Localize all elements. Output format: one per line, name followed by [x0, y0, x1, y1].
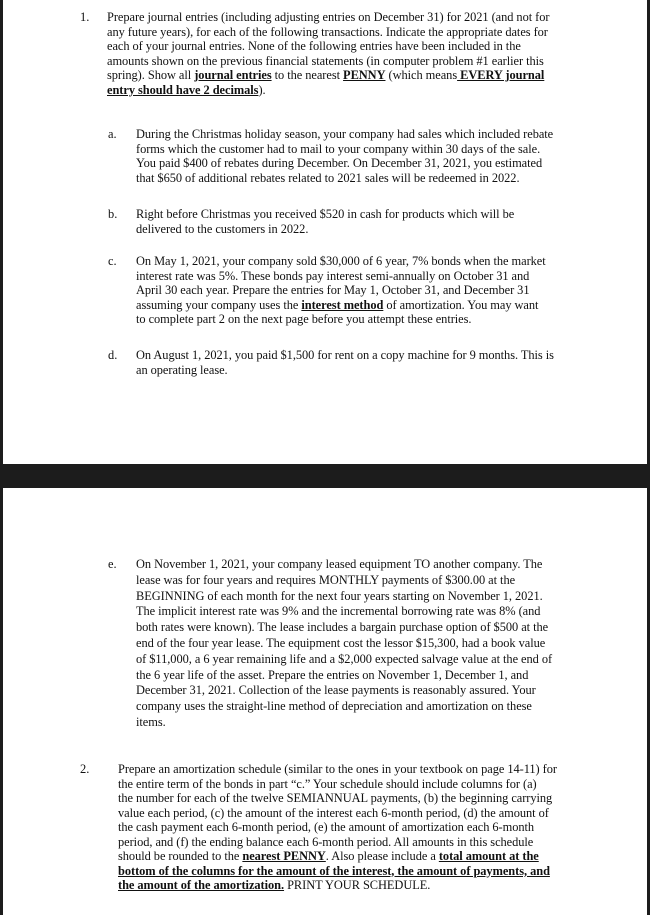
c-line-4-part: of amortization. You may want — [383, 297, 539, 312]
c-line-4-part: assuming your company uses the — [136, 297, 302, 312]
emphasis-total-amount: total amount at the — [438, 849, 539, 863]
q1-line-3: each of your journal entries. None of the following entries have been included in the — [107, 39, 521, 53]
c-line-4 — [136, 298, 546, 313]
item-a-text — [136, 127, 553, 185]
q2-line-6: period, and (f) the ending balance each 6-month period. All amounts in this schedule — [118, 834, 534, 849]
c-line-2: interest rate was 5%. These bonds pay interest semi-annually on October 31 and — [136, 268, 530, 283]
q2-line-8: bottom of the columns for the amount of the interest, the amount of payments, and — [118, 863, 550, 878]
a-line-2: forms which the customer had to mail to your company within 30 days of the sale. — [136, 141, 541, 156]
emphasis-journal-entries: journal entries — [194, 68, 272, 82]
e-line-11: items. — [136, 714, 166, 729]
d-line-1: On August 1, 2021, you paid $1,500 for rent on a copy machine for 9 months. This is — [136, 348, 554, 362]
e-line-7: of $11,000, a 6 year remaining life and a $2,000 expected salvage value at the end of — [136, 651, 553, 666]
e-line-4: The implicit interest rate was 9% and the incremental borrowing rate was 8% (and — [136, 604, 541, 619]
q2-line-9 — [118, 878, 557, 893]
item-b-text — [136, 207, 514, 236]
question-1-text — [107, 10, 549, 97]
q1-line-5-part: (which means — [385, 68, 458, 82]
q2-line-1: Prepare an amortization schedule (similar to the ones in your textbook on page 14-11) for — [118, 762, 557, 776]
item-c-letter: c. — [108, 254, 117, 268]
item-e-letter: e. — [108, 557, 117, 571]
question-2-text — [118, 762, 557, 893]
emphasis-every-journal: EVERY journal — [457, 68, 545, 82]
b-line-2: delivered to the customers in 2022. — [136, 221, 309, 236]
document-page-2 — [3, 488, 647, 915]
emphasis-penny: PENNY — [343, 68, 386, 82]
q2-line-7-part: should be rounded to the — [118, 849, 243, 863]
c-line-1: On May 1, 2021, your company sold $30,000 of 6 year, 7% bonds when the market — [136, 254, 546, 268]
item-c-text — [136, 254, 546, 327]
q1-line-6-part: ). — [258, 82, 266, 97]
q1-line-1: Prepare journal entries (including adjusting entries on December 31) for 2021 (and not for — [107, 10, 550, 24]
e-line-8: the 6 year life of the asset. Prepare the entries on November 1, December 1, and — [136, 667, 529, 682]
q2-line-5: the cash payment each 6-month period, (e) the amount of amortization each 6-month — [118, 820, 535, 834]
q2-line-2: the entire term of the bonds in part “c.” Your schedule should include columns for (a) — [118, 776, 537, 791]
c-line-3: April 30 each year. Prepare the entries for May 1, October 31, and December 31 — [136, 283, 530, 297]
document-page-1 — [3, 0, 647, 464]
item-d-letter: d. — [108, 348, 118, 362]
b-line-1: Right before Christmas you received $520 in cash for products which will be — [136, 207, 515, 221]
item-a-letter: a. — [108, 127, 117, 141]
item-b-letter: b. — [108, 207, 118, 221]
d-line-2: an operating lease. — [136, 362, 228, 377]
a-line-4: that $650 of additional rebates related to 2021 sales will be redeemed in 2022. — [136, 170, 520, 185]
item-e-text — [136, 557, 552, 731]
e-line-3: BEGINNING of each month for the next four years starting on November 1, 2021. — [136, 588, 543, 603]
c-line-5: to complete part 2 on the next page before you attempt these entries. — [136, 312, 472, 326]
a-line-1: During the Christmas holiday season, your company had sales which included rebate — [136, 127, 554, 141]
question-2-number: 2. — [80, 762, 90, 776]
e-line-5: both rates were known). The lease includes a bargain purchase option of $500 at the — [136, 620, 549, 635]
emphasis-nearest-penny: nearest PENNY — [242, 849, 326, 863]
emphasis-amortization: the amount of the amortization. — [118, 878, 285, 892]
e-line-10: company uses the straight-line method of depreciation and amortization on these — [136, 699, 532, 714]
q1-line-5 — [107, 68, 549, 83]
e-line-9: December 31, 2021. Collection of the lease payments is reasonably assured. Your — [136, 683, 536, 698]
e-line-1: On November 1, 2021, your company leased equipment TO another company. The — [136, 557, 543, 571]
q1-line-5-part: to the nearest — [271, 68, 344, 82]
question-1-number: 1. — [80, 10, 90, 24]
q1-line-4: amounts shown on the previous financial statements (in computer problem #1 earlier this — [107, 53, 544, 68]
q1-line-5-part: spring). Show all — [107, 68, 195, 82]
e-line-6: end of the four year lease. The equipment cost the lessor $15,300, had a book value — [136, 635, 546, 650]
q2-line-7 — [118, 849, 557, 864]
q2-line-3: the number for each of the twelve SEMIANNUAL payments, (b) the beginning carrying — [118, 791, 553, 805]
q1-line-6 — [107, 83, 549, 98]
q2-line-9-part: PRINT YOUR SCHEDULE. — [284, 878, 431, 892]
q2-line-4: value each period, (c) the amount of the interest each 6-month period, (d) the amount of — [118, 805, 549, 820]
q1-line-2: any future years), for each of the following transactions. Indicate the appropriate dates for — [107, 24, 548, 39]
item-d-text — [136, 348, 554, 377]
e-line-2: lease was for four years and requires MONTHLY payments of $300.00 at the — [136, 572, 516, 587]
a-line-3: You paid $400 of rebates during December. On December 31, 2021, you estimated — [136, 156, 543, 170]
emphasis-interest-method: interest method — [301, 297, 384, 312]
q2-line-7-part: . Also please include a — [325, 849, 439, 863]
emphasis-two-decimals: entry should have 2 decimals — [107, 82, 259, 97]
